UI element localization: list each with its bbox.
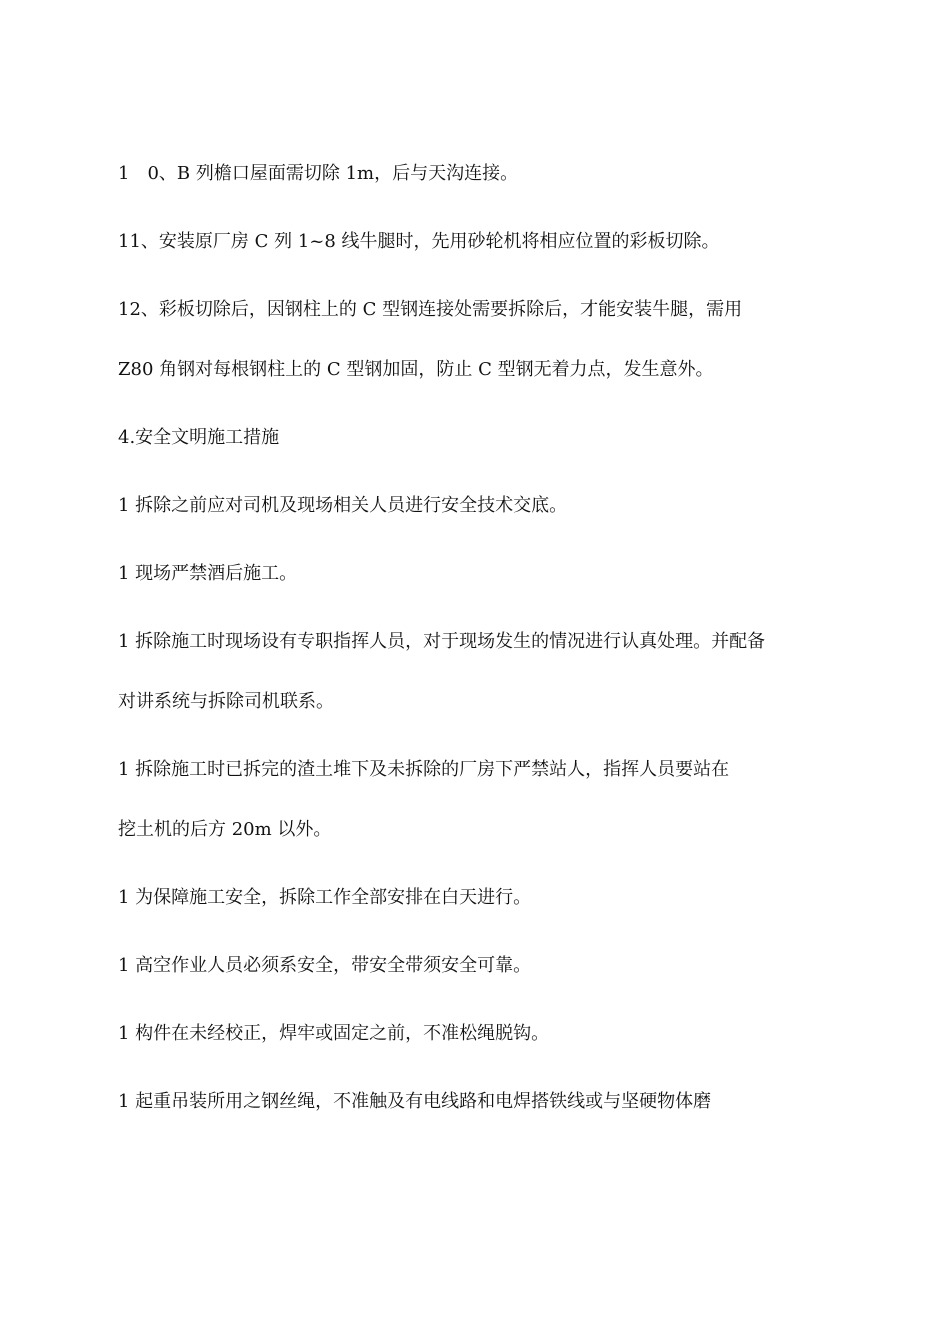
paragraph-line: 1 现场严禁酒后施工。 xyxy=(118,563,298,584)
paragraph-line: 1 起重吊装所用之钢丝绳，不准触及有电线路和电焊搭铁线或与坚硬物体磨 xyxy=(118,1091,712,1112)
paragraph-line: 1 拆除之前应对司机及现场相关人员进行安全技术交底。 xyxy=(118,495,568,516)
paragraph-line: 11、安装原厂房 C 列 1~8 线牛腿时，先用砂轮机将相应位置的彩板切除。 xyxy=(118,231,720,252)
paragraph-line: 1 为保障施工安全，拆除工作全部安排在白天进行。 xyxy=(118,887,532,908)
document-body xyxy=(118,158,878,1118)
paragraph-line: 12、彩板切除后，因钢柱上的 C 型钢连接处需要拆除后，才能安装牛腿，需用 xyxy=(118,299,743,320)
paragraph-line: 1 构件在未经校正，焊牢或固定之前，不准松绳脱钩。 xyxy=(118,1023,550,1044)
paragraph-line: 1 高空作业人员必须系安全，带安全带须安全可靠。 xyxy=(118,955,532,976)
paragraph-line: 对讲系统与拆除司机联系。 xyxy=(118,691,334,712)
section-heading: 4.安全文明施工措施 xyxy=(118,427,280,448)
paragraph-line: Z80 角钢对每根钢柱上的 C 型钢加固，防止 C 型钢无着力点，发生意外。 xyxy=(118,359,714,380)
paragraph-line: 1 拆除施工时已拆完的渣土堆下及未拆除的厂房下严禁站人，指挥人员要站在 xyxy=(118,759,730,780)
paragraph-line: 挖土机的后方 20m 以外。 xyxy=(118,819,332,840)
paragraph-line: 1 0、B 列檐口屋面需切除 1m，后与天沟连接。 xyxy=(118,163,519,184)
paragraph-line: 1 拆除施工时现场设有专职指挥人员，对于现场发生的情况进行认真处理。并配备 xyxy=(118,631,766,652)
